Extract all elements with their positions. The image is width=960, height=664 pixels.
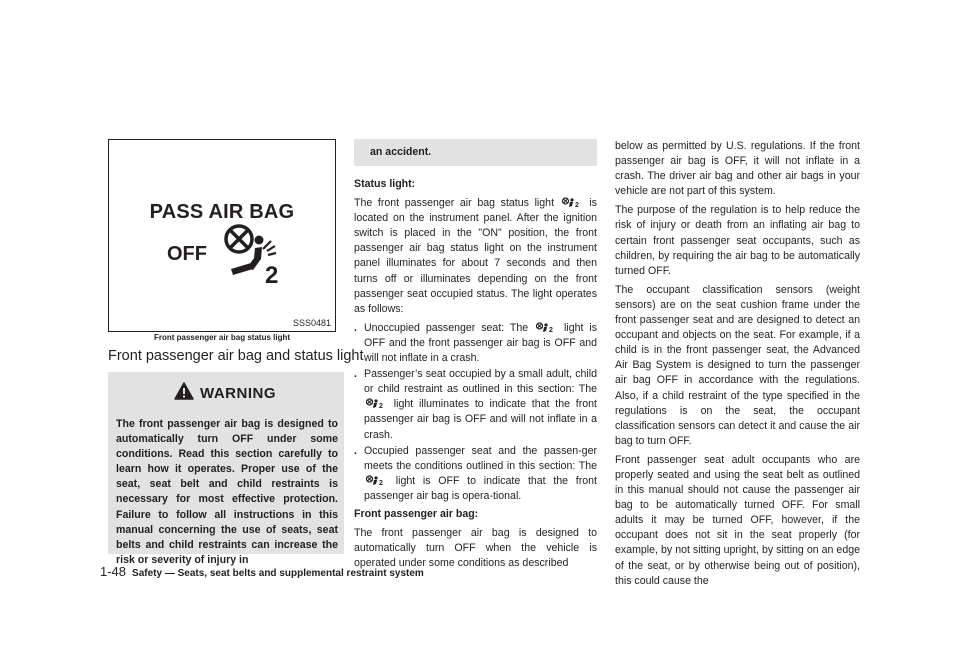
- warning-body: The front passenger air bag is designed to automatically turn OFF under some conditions. Read this section carefully to learn how it operates. Proper use of the seat, seat belt and child restraints is necessary for most effective protection. Failure to follow all instructions in this manual concerning the use of seats, seat belts and child restraints can increase the risk or severity of injury in: [116, 418, 338, 566]
- paragraph: Front passenger seat adult occupants who are properly seated and using the seat belt as outlined in this manual should not cause the passenger air bag to be automatically turned OFF. For small adults it may be turned OFF, however, if the occupant does not sit in the seat properly (for example, by not sitting upright, by sitting on an edge of the seat, or by otherwise being out of position), this could cause the: [615, 453, 860, 587]
- figure-caption: Front passenger air bag status light: [153, 333, 291, 342]
- figure-off-label: OFF: [167, 243, 207, 265]
- svg-text:2: 2: [379, 479, 383, 486]
- warning-continued: [354, 139, 597, 166]
- page-number: 1-48: [100, 564, 127, 579]
- airbag-off-icon: [535, 322, 557, 333]
- figure-title: PASS AIR BAG: [149, 201, 295, 223]
- page-footer: [100, 564, 424, 579]
- airbag-off-icon: [221, 223, 285, 287]
- warning-continued-text: an accident.: [370, 146, 432, 158]
- airbag-off-icon: [365, 398, 387, 409]
- svg-text:2: 2: [574, 202, 579, 209]
- warning-box: [108, 372, 344, 566]
- svg-text:2: 2: [549, 326, 553, 333]
- figure-code: SSS0481: [292, 318, 331, 328]
- list-item: . Passenger’s seat occupied by a small adult, child or child restraint as outlined in this section: The 2 light illuminates to indicate that the front passenger air bag is OFF and will not inflate in a crash.: [354, 368, 597, 441]
- paragraph: The purpose of the regulation is to help reduce the risk of injury or death from an inflating air bag to certain front passenger seat occupants, such as children, by requiring the air bag to be automatically turned OFF.: [615, 204, 860, 277]
- list-item: . Unoccupied passenger seat: The 2 light is OFF and the front passenger air bag is OFF and will not inflate in a crash.: [354, 321, 598, 365]
- status-light-intro: The front passenger air bag status light 2 is located on the instrument panel. After the ignition switch is placed in the "ON" position, the front passenger air bag status light on the instrument panel illuminates for about 7 seconds and then turns off or illuminates depending on the front passenger seat occupied status. The light operates as follows:: [354, 197, 597, 315]
- front-bag-body: The front passenger air bag is designed to automatically turn OFF when the vehicle is operated under some conditions as described: [354, 527, 597, 570]
- front-bag-heading: Front passenger air bag:: [354, 507, 479, 520]
- section-title: Front passenger air bag and status light: [108, 348, 364, 364]
- status-light-heading: Status light:: [354, 178, 416, 190]
- column-3: [615, 139, 860, 593]
- figure-digit: 2: [265, 262, 279, 287]
- airbag-off-icon: [561, 197, 583, 208]
- paragraph: below as permitted by U.S. regulations. If the front passenger air bag is OFF, it will not inflate in a crash. The driver air bag and other air bags in your vehicle are not part of this system.: [615, 140, 860, 198]
- figure-frame: [108, 139, 336, 332]
- list-item: . Occupied passenger seat and the passen-ger meets the conditions outlined in this section: The 2 light is OFF to indicate that the front passenger air bag is opera-tional.: [354, 444, 597, 502]
- paragraph: The occupant classification sensors (weight sensors) are on the seat cushion frame under the front passenger seat and are designed to detect an occupant and objects on the seat. For example, if a child is in the front passenger seat, the Advanced Air Bag System is designed to turn the passenger air bag OFF in accordance with the regulations. Also, if a child restraint of the type specified in the regulations is on the seat, the occupant classification sensors can detect it and cause the air bag to turn OFF.: [615, 283, 860, 447]
- airbag-off-icon: [365, 475, 387, 486]
- svg-text:2: 2: [379, 403, 383, 410]
- warning-heading: WARNING: [200, 385, 276, 402]
- footer-section: Safety — Seats, seat belts and supplemental restraint system: [132, 568, 424, 579]
- column-2: [354, 177, 597, 575]
